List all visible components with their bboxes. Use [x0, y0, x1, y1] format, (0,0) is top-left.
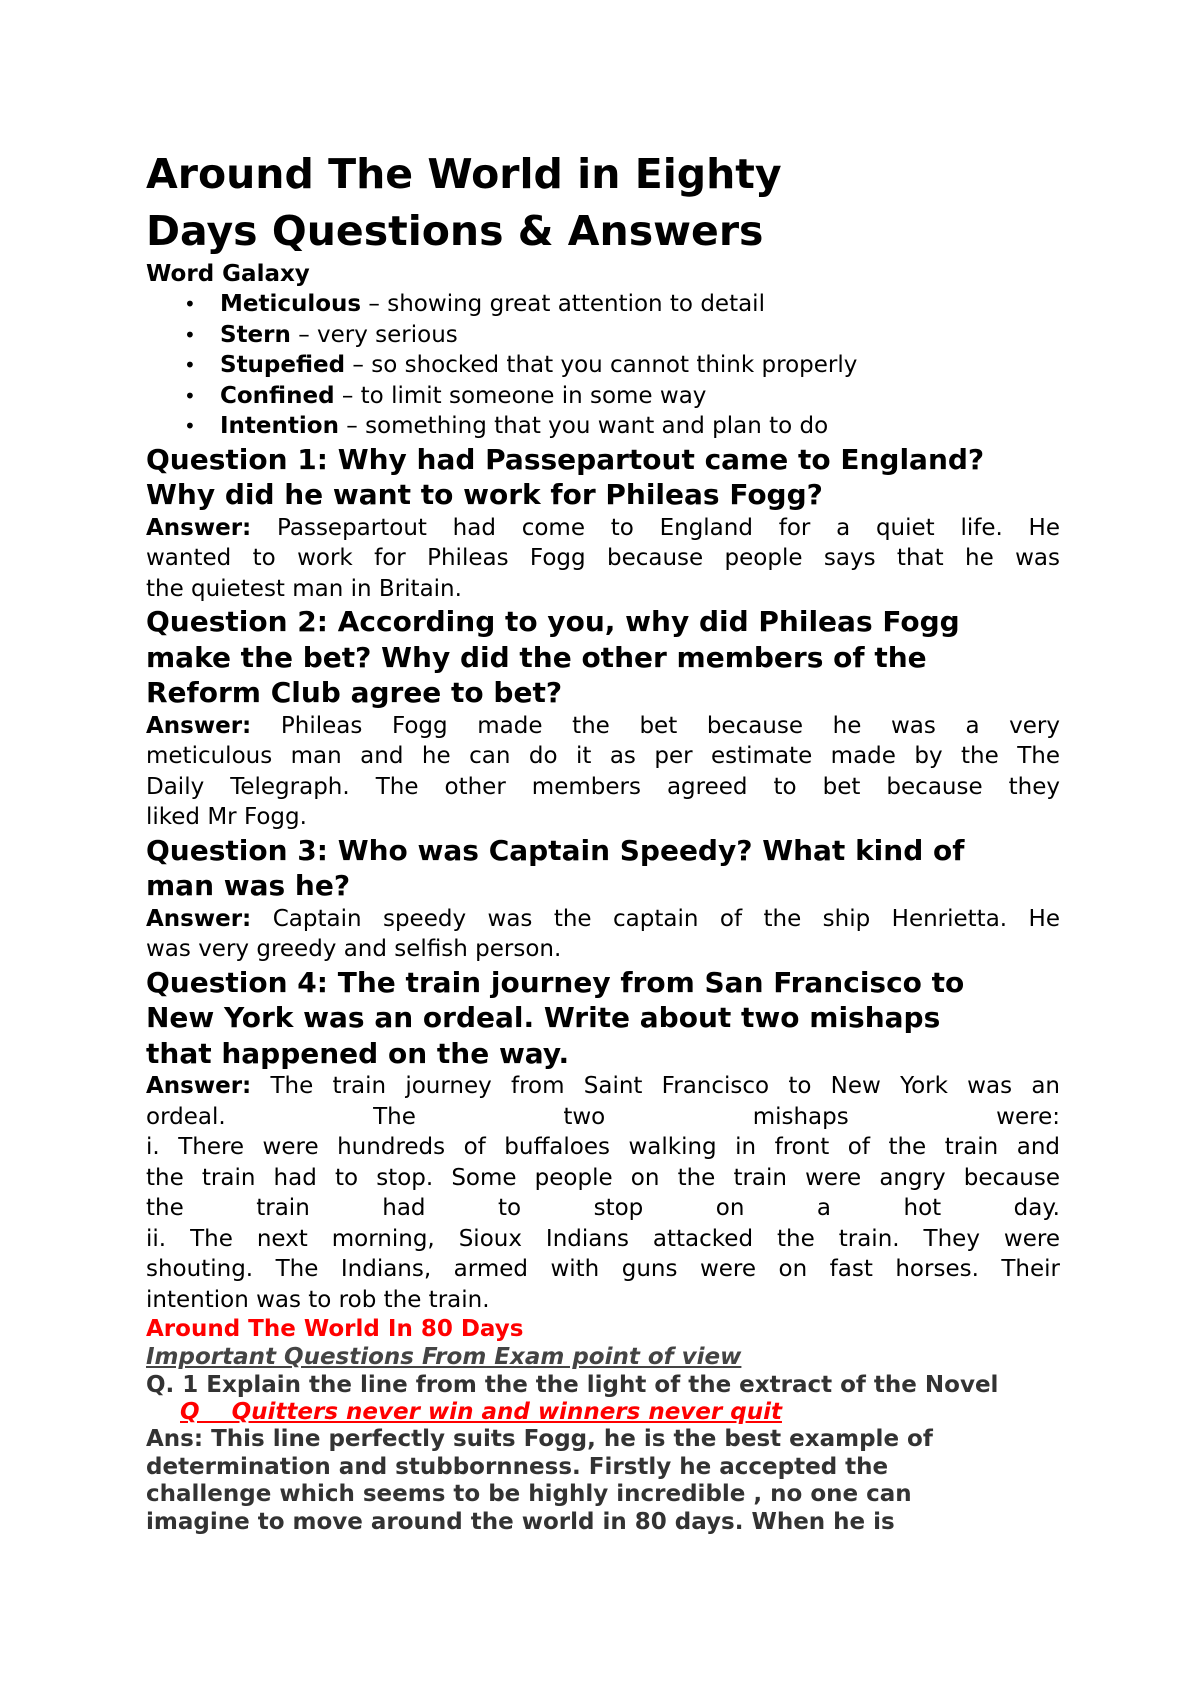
question-line: make the bet? Why did the other members of the — [146, 640, 927, 674]
answer-line: ii. The next morning, Sioux Indians attacked the train. They were — [146, 1225, 1060, 1252]
list-item — [146, 320, 1060, 351]
question-line: Question 3: Who was Captain Speedy? What kind of — [146, 833, 965, 867]
vocab-term: Stern — [220, 321, 291, 348]
page-title-line-1: Around The World in Eighty — [146, 150, 782, 198]
answer-text: Passepartout had come to England for a quiet life. He — [251, 514, 1060, 541]
question-heading — [146, 833, 1060, 904]
question-line: Question 1: Why had Passepartout came to England? — [146, 442, 985, 476]
answer-line: shouting. The Indians, armed with guns were on fast horses. Their — [146, 1256, 1060, 1282]
page-title-line-2: Days Questions & Answers — [146, 207, 764, 255]
answer-paragraph — [146, 513, 1060, 605]
exam-answer-line: imagine to move around the world in 80 days. When he is — [146, 1508, 895, 1535]
question-line: Question 4: The train journey from San Francisco to — [146, 965, 965, 999]
vocab-term: Intention — [220, 413, 339, 439]
answer-line — [146, 1071, 1060, 1102]
answer-text: The train journey from Saint Francisco to New York was an — [251, 1073, 1060, 1099]
word-galaxy-heading: Word Galaxy — [146, 261, 310, 287]
question-line: man was he? — [146, 869, 351, 902]
quote-line: Q Quitters never win and winners never quit — [180, 1399, 782, 1425]
answer-paragraph — [146, 711, 1060, 833]
answer-line: ordeal. The two mishaps were: — [146, 1103, 1060, 1130]
answer-line — [146, 711, 1060, 742]
answer-line: the train had to stop. Some people on the train were angry because — [146, 1164, 1060, 1191]
exam-answer-line: Ans: This line perfectly suits Fogg, he is the best example of — [146, 1426, 933, 1452]
page-title — [146, 146, 1060, 260]
answer-label: Answer: — [146, 905, 252, 932]
bullet-icon: • — [184, 383, 196, 408]
answer-line: the train had to stop on a hot day. — [146, 1195, 1060, 1221]
exam-question: Q. 1 Explain the line from the the light of the extract of the Novel — [146, 1372, 999, 1398]
exam-answer — [146, 1426, 1060, 1536]
vocab-definition: – very serious — [290, 321, 458, 348]
answer-line: intention was to rob the train. — [146, 1286, 490, 1313]
answer-line — [146, 513, 1060, 544]
question-heading — [146, 604, 1060, 711]
bullet-icon: • — [184, 353, 196, 377]
vocab-definition: – something that you want and plan to do — [338, 413, 829, 439]
answer-line: meticulous man and he can do it as per estimate made by the The — [146, 743, 1060, 769]
answer-line: the quietest man in Britain. — [146, 575, 462, 602]
answer-text: Captain speedy was the captain of the ship Henrietta. He — [251, 905, 1060, 932]
question-heading — [146, 965, 1060, 1072]
answer-text: Phileas Fogg made the bet because he was a very — [251, 712, 1060, 739]
answer-label: Answer: — [146, 1073, 252, 1099]
question-line: Why did he want to work for Phileas Fogg? — [146, 478, 823, 511]
answer-paragraph — [146, 904, 1060, 965]
vocab-definition: – showing great attention to detail — [361, 291, 765, 317]
answer-line: Daily Telegraph. The other members agreed to bet because they — [146, 773, 1060, 800]
answer-label: Answer: — [146, 712, 252, 739]
answer-line: liked Mr Fogg. — [146, 804, 307, 830]
section-title: Around The World In 80 Days — [146, 1316, 524, 1342]
question-line: that happened on the way. — [146, 1036, 570, 1070]
answer-line: was very greedy and selfish person. — [146, 936, 562, 962]
vocab-term: Stupefied — [220, 352, 346, 378]
vocab-definition: – so shocked that you cannot think properly — [345, 352, 858, 378]
answer-label: Answer: — [146, 514, 252, 541]
answer-paragraph — [146, 1071, 1060, 1315]
vocab-term: Confined — [220, 382, 335, 409]
answer-line — [146, 904, 1060, 935]
bullet-icon: • — [184, 292, 196, 316]
list-item — [146, 289, 1060, 320]
list-item — [146, 411, 1060, 442]
exam-answer-line: challenge which seems to be highly incredible , no one can — [146, 1481, 912, 1507]
vocab-term: Meticulous — [220, 291, 362, 317]
list-item — [146, 350, 1060, 381]
question-line: New York was an ordeal. Write about two mishaps — [146, 1001, 941, 1034]
bullet-icon: • — [184, 414, 196, 438]
exam-answer-line: determination and stubbornness. Firstly he accepted the — [146, 1453, 889, 1480]
question-line: Question 2: According to you, why did Phileas Fogg — [146, 605, 960, 638]
word-galaxy-list — [146, 289, 1060, 442]
answer-line: i. There were hundreds of buffaloes walking in front of the train and — [146, 1134, 1060, 1160]
question-heading — [146, 442, 1060, 513]
section-subtitle: Important Questions From Exam point of view — [146, 1344, 742, 1370]
document-page — [146, 146, 1060, 1536]
question-line: Reform Club agree to bet? — [146, 676, 563, 709]
bullet-icon: • — [184, 322, 196, 347]
answer-line: wanted to work for Phileas Fogg because people says that he was — [146, 545, 1060, 571]
list-item — [146, 381, 1060, 412]
vocab-definition: – to limit someone in some way — [334, 382, 707, 409]
